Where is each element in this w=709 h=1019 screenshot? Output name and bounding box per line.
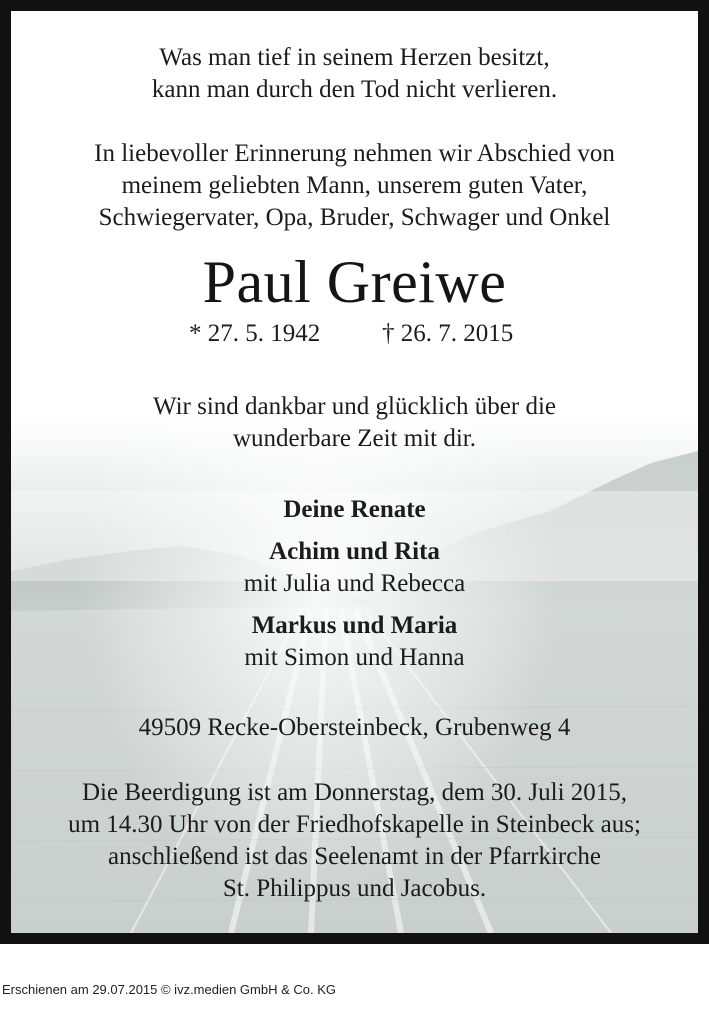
gratitude-line-1: Wir sind dankbar und glücklich über die	[152, 393, 557, 420]
family-child-1: Achim und Rita	[269, 538, 440, 565]
gratitude-line-2: wunderbare Zeit mit dir.	[233, 425, 476, 452]
family-child-2-kids: mit Simon und Hanna	[244, 644, 465, 671]
funeral-line-3: anschließend ist das Seelenamt in der Pfarrkirche	[108, 843, 601, 870]
intro-line-3: Schwiegervater, Opa, Bruder, Schwager und Onkel	[98, 204, 611, 231]
notice-text	[11, 11, 698, 933]
funeral-line-2: um 14.30 Uhr von der Friedhofskapelle in Steinbeck aus;	[68, 811, 641, 838]
life-dates	[11, 319, 698, 349]
funeral-line-1: Die Beerdigung ist am Donnerstag, dem 30. Juli 2015,	[81, 779, 628, 806]
death-date: † 26. 7. 2015	[382, 320, 514, 347]
verse-line-1: Was man tief in seinem Herzen besitzt,	[159, 44, 550, 71]
deceased-name: Paul Greiwe	[202, 249, 507, 315]
family-spouse: Deine Renate	[283, 496, 426, 523]
publication-credit: Erschienen am 29.07.2015 © ivz.medien GmbH & Co. KG	[2, 982, 337, 997]
address: 49509 Recke-Obersteinbeck, Grubenweg 4	[138, 714, 571, 741]
notice-content-area	[11, 11, 698, 933]
funeral-line-4: St. Philippus und Jacobus.	[222, 875, 487, 902]
family-child-2: Markus und Maria	[251, 612, 458, 639]
intro-line-1: In liebevoller Erinnerung nehmen wir Abschied von	[94, 140, 615, 167]
intro-line-2: meinem geliebten Mann, unserem guten Vater,	[121, 172, 588, 199]
family-child-1-kids: mit Julia und Rebecca	[243, 570, 466, 597]
verse-line-2: kann man durch den Tod nicht verlieren.	[151, 76, 558, 103]
birth-date: * 27. 5. 1942	[189, 320, 321, 347]
